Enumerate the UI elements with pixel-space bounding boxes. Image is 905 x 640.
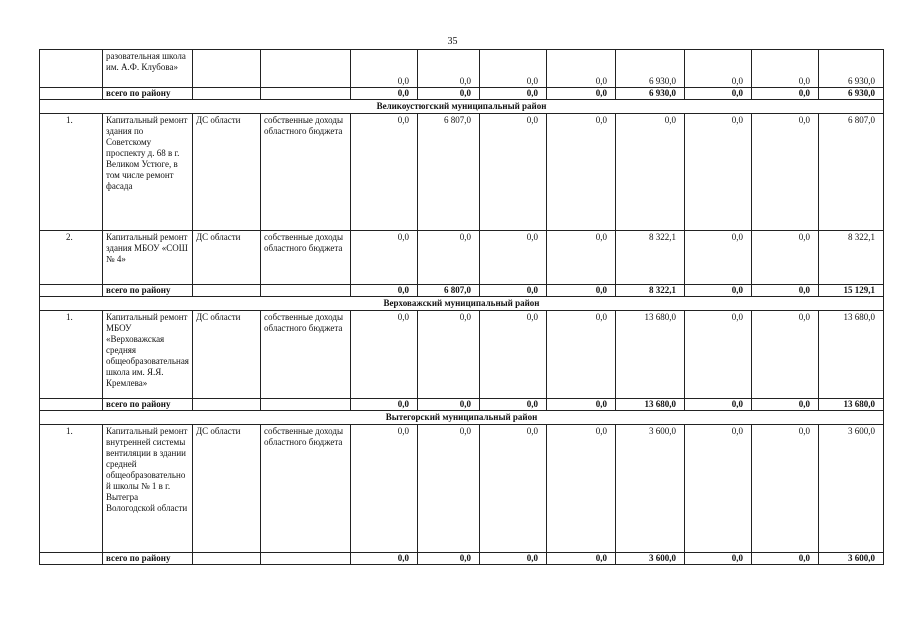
customer-cell: ДС области [193,114,261,231]
value-cell: 13 680,0 [819,311,884,399]
value-cell: 0,0 [351,311,418,399]
total-value: 0,0 [547,399,616,411]
empty-cell [261,553,351,565]
value-cell: 6 807,0 [819,114,884,231]
object-name: Капитальный ремонт МБОУ «Верховажская средняя общеобразовательная школа им. Я.Я. Кремлева» [103,311,193,399]
total-value: 0,0 [547,88,616,100]
region-title: Великоустюгский муниципальный район [40,100,884,114]
budget-table [39,49,884,565]
region-header-row [40,297,884,311]
value-cell: 0,0 [547,425,616,553]
total-value: 0,0 [752,553,819,565]
total-value: 0,0 [685,88,752,100]
table-row [40,50,884,88]
district-total-row [40,399,884,411]
value-cell: 0,0 [685,425,752,553]
total-value: 13 680,0 [616,399,685,411]
value-cell: 0,0 [418,425,480,553]
row-index [40,285,103,297]
value-cell: 0,0 [616,114,685,231]
row-index [40,399,103,411]
total-label: всего по району [103,399,193,411]
total-value: 0,0 [547,285,616,297]
total-value: 0,0 [480,285,547,297]
value-cell: 6 930,0 [819,50,884,88]
row-index [40,553,103,565]
value-cell: 0,0 [685,231,752,285]
row-index [40,50,103,88]
total-value: 8 322,1 [616,285,685,297]
total-value: 0,0 [752,399,819,411]
region-title: Вытегорский муниципальный район [40,411,884,425]
row-index: 1. [40,114,103,231]
value-cell: 0,0 [351,114,418,231]
total-value: 0,0 [351,285,418,297]
total-label: всего по району [103,88,193,100]
value-cell: 0,0 [480,50,547,88]
row-index: 1. [40,425,103,553]
value-cell: 0,0 [752,114,819,231]
value-cell: 0,0 [547,311,616,399]
total-value: 0,0 [685,399,752,411]
total-value: 6 807,0 [418,285,480,297]
value-cell: 0,0 [418,231,480,285]
total-value: 0,0 [418,88,480,100]
total-value: 0,0 [547,553,616,565]
total-value: 0,0 [752,88,819,100]
value-cell: 0,0 [685,311,752,399]
region-header-row [40,411,884,425]
value-cell: 8 322,1 [616,231,685,285]
total-value: 0,0 [480,553,547,565]
total-value: 6 930,0 [819,88,884,100]
table-row [40,114,884,231]
empty-cell [261,399,351,411]
total-value: 13 680,0 [819,399,884,411]
region-title: Верховажский муниципальный район [40,297,884,311]
value-cell: 0,0 [752,311,819,399]
customer-cell: ДС области [193,311,261,399]
value-cell: 0,0 [685,114,752,231]
value-cell: 0,0 [547,114,616,231]
object-name: разовательная школа им. А.Ф. Клубова» [103,50,193,88]
total-value: 0,0 [480,88,547,100]
empty-cell [261,285,351,297]
value-cell: 0,0 [418,311,480,399]
value-cell: 0,0 [685,50,752,88]
table-body [40,50,884,565]
source-cell [261,50,351,88]
district-total-row [40,88,884,100]
total-value: 0,0 [351,399,418,411]
value-cell: 0,0 [351,425,418,553]
total-value: 0,0 [351,553,418,565]
table-row [40,231,884,285]
table-row [40,311,884,399]
customer-cell: ДС области [193,231,261,285]
value-cell: 6 930,0 [616,50,685,88]
value-cell: 6 807,0 [418,114,480,231]
object-name: Капитальный ремонт внутренней системы вентиляции в здании средней общеобразовательной школы № 1 в г. Вытегра Вологодской области [103,425,193,553]
object-name: Капитальный ремонт здания МБОУ «СОШ № 4» [103,231,193,285]
value-cell: 0,0 [547,231,616,285]
value-cell: 0,0 [351,231,418,285]
value-cell: 0,0 [752,231,819,285]
total-value: 0,0 [685,285,752,297]
total-value: 3 600,0 [819,553,884,565]
table-row [40,425,884,553]
value-cell: 0,0 [480,114,547,231]
value-cell: 3 600,0 [616,425,685,553]
empty-cell [193,553,261,565]
source-cell: собственные доходы областного бюджета [261,231,351,285]
total-value: 0,0 [351,88,418,100]
value-cell: 13 680,0 [616,311,685,399]
total-value: 0,0 [752,285,819,297]
total-value: 0,0 [685,553,752,565]
empty-cell [193,399,261,411]
value-cell: 8 322,1 [819,231,884,285]
source-cell: собственные доходы областного бюджета [261,114,351,231]
source-cell: собственные доходы областного бюджета [261,425,351,553]
value-cell: 0,0 [351,50,418,88]
value-cell: 0,0 [418,50,480,88]
customer-cell: ДС области [193,425,261,553]
district-total-row [40,285,884,297]
page-number: 35 [447,36,458,47]
object-name: Капитальный ремонт здания по Советскому проспекту д. 68 в г. Великом Устюге, в том числе ремонт фасада [103,114,193,231]
value-cell: 0,0 [480,231,547,285]
value-cell: 3 600,0 [819,425,884,553]
row-index: 2. [40,231,103,285]
total-value: 6 930,0 [616,88,685,100]
value-cell: 0,0 [480,311,547,399]
total-label: всего по району [103,553,193,565]
total-value: 3 600,0 [616,553,685,565]
value-cell: 0,0 [547,50,616,88]
district-total-row [40,553,884,565]
value-cell: 0,0 [752,50,819,88]
source-cell: собственные доходы областного бюджета [261,311,351,399]
total-value: 0,0 [418,553,480,565]
total-value: 0,0 [480,399,547,411]
value-cell: 0,0 [480,425,547,553]
region-header-row [40,100,884,114]
total-value: 0,0 [418,399,480,411]
empty-cell [193,285,261,297]
row-index: 1. [40,311,103,399]
total-value: 15 129,1 [819,285,884,297]
total-label: всего по району [103,285,193,297]
customer-cell [193,50,261,88]
value-cell: 0,0 [752,425,819,553]
